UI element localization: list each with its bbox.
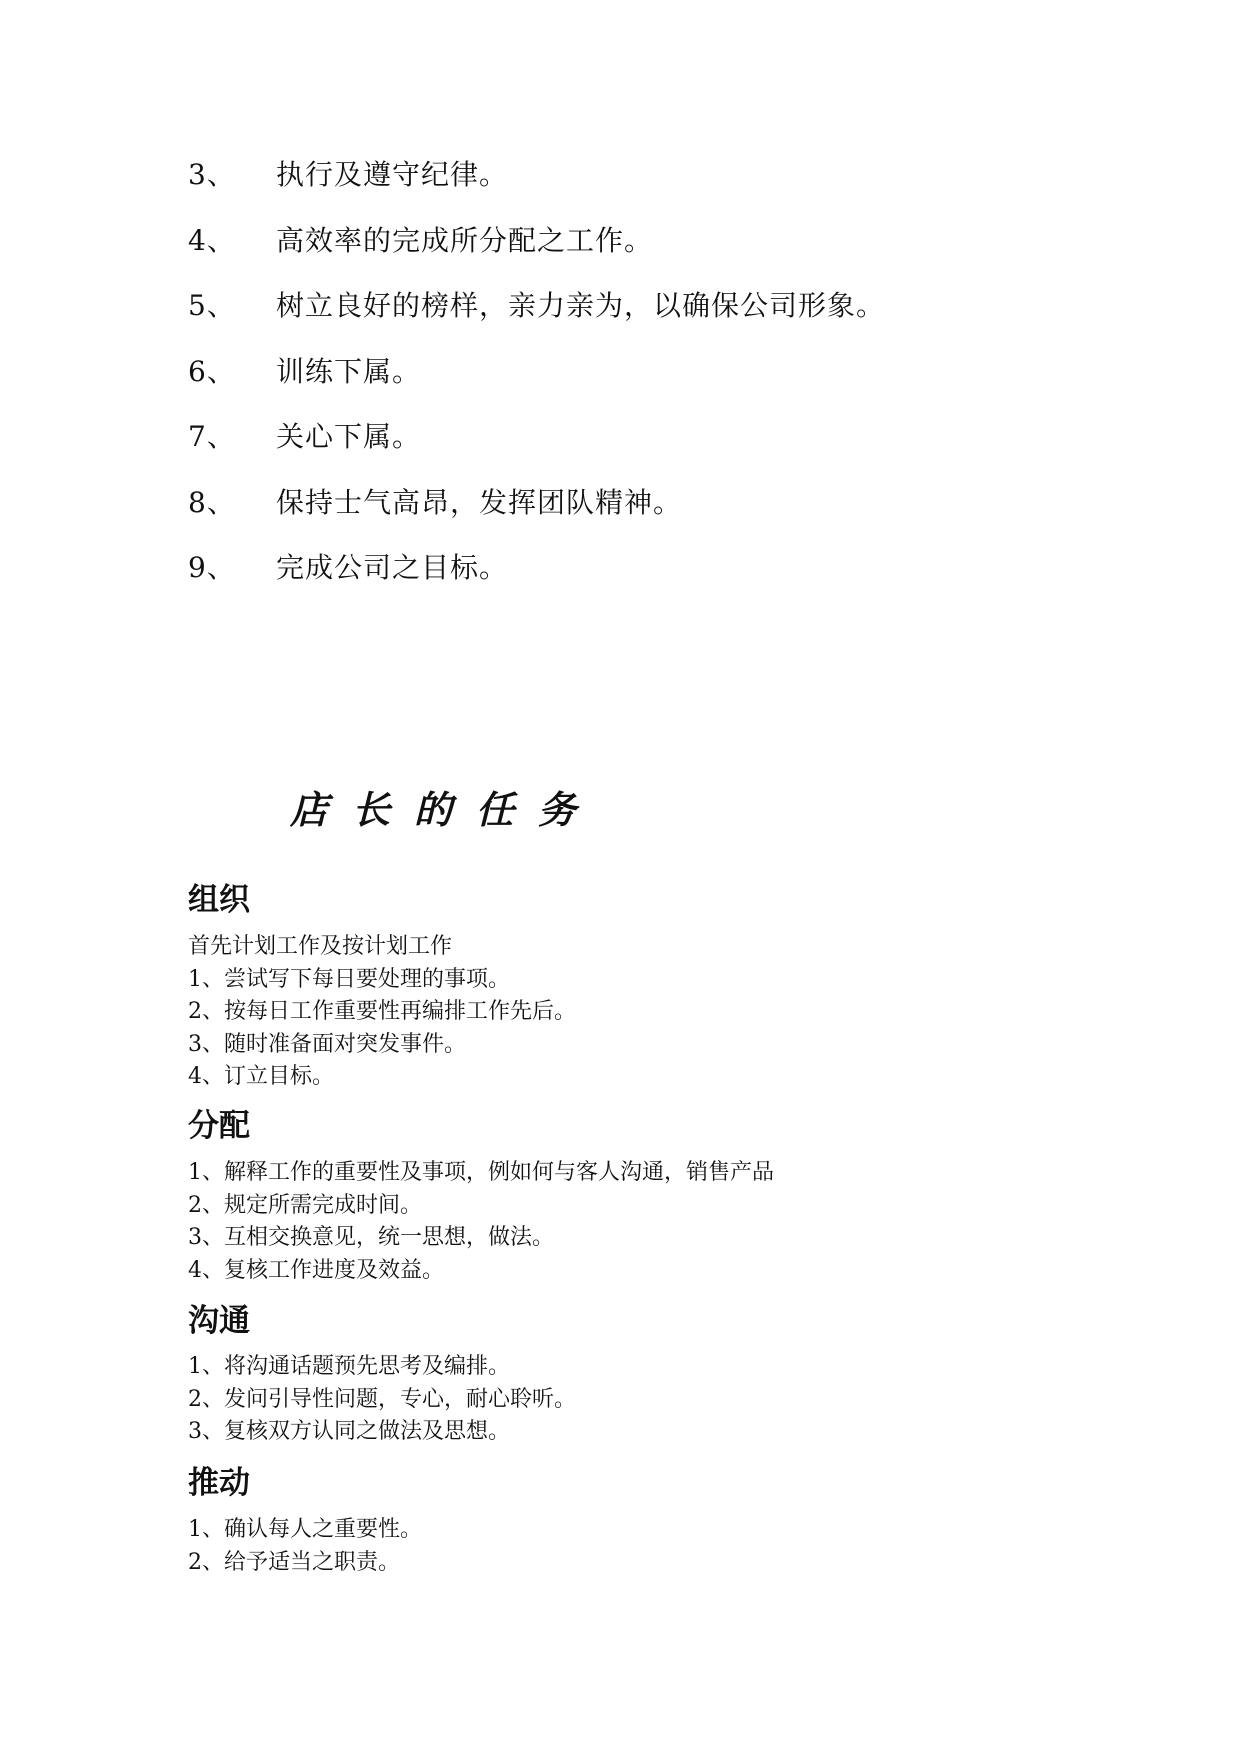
list-item — [188, 551, 885, 617]
section-line: 3、互相交换意见，统一思想，做法。 — [188, 1225, 554, 1250]
page-title: 店长的任务 — [290, 787, 601, 832]
list-item-number: 3、 — [188, 158, 236, 191]
list-item-text: 训练下属。 — [276, 354, 422, 388]
section-line: 2、规定所需完成时间。 — [188, 1192, 422, 1218]
list-item-text: 执行及遵守纪律。 — [276, 158, 509, 191]
section-heading-organize: 组织 — [188, 882, 250, 918]
section-heading-assign: 分配 — [188, 1108, 250, 1144]
section-drive-lines — [188, 1514, 422, 1579]
list-item — [188, 289, 885, 355]
section-line: 1、确认每人之重要性。 — [188, 1517, 422, 1542]
section-assign-lines — [188, 1157, 774, 1287]
section-line: 2、按每日工作重要性再编排工作先后。 — [188, 999, 576, 1024]
list-item-text: 树立良好的榜样，亲力亲为，以确保公司形象。 — [276, 289, 886, 322]
list-item-text: 保持士气高昂，发挥团队精神。 — [276, 485, 683, 519]
list-item — [188, 486, 885, 552]
section-heading-communicate: 沟通 — [188, 1303, 250, 1339]
list-item-number: 8、 — [188, 485, 236, 519]
duty-list — [188, 158, 885, 617]
section-line: 3、复核双方认同之做法及思想。 — [188, 1419, 510, 1444]
list-item-text: 高效率的完成所分配之工作。 — [276, 223, 654, 257]
section-line: 3、随时准备面对突发事件。 — [188, 1031, 466, 1057]
list-item-number: 4、 — [188, 223, 236, 257]
section-heading-drive: 推动 — [188, 1465, 250, 1501]
list-item — [188, 420, 885, 486]
section-line: 1、将沟通话题预先思考及编排。 — [188, 1354, 510, 1379]
section-line: 首先计划工作及按计划工作 — [188, 934, 453, 959]
list-item-number: 9、 — [188, 551, 236, 584]
section-line: 2、发问引导性问题，专心，耐心聆听。 — [188, 1386, 576, 1412]
section-line: 4、复核工作进度及效益。 — [188, 1257, 444, 1283]
list-item — [188, 158, 885, 224]
list-item-number: 7、 — [188, 420, 236, 453]
list-item — [188, 355, 885, 421]
section-line: 1、尝试写下每日要处理的事项。 — [188, 966, 510, 992]
list-item-number: 5、 — [188, 289, 236, 322]
list-item-text: 完成公司之目标。 — [276, 551, 509, 584]
section-line: 2、给予适当之职责。 — [188, 1549, 400, 1575]
section-communicate-lines — [188, 1351, 576, 1449]
list-item-number: 6、 — [188, 354, 236, 388]
list-item — [188, 224, 885, 290]
section-line: 1、解释工作的重要性及事项，例如何与客人沟通，销售产品 — [188, 1160, 774, 1185]
section-organize-lines — [188, 931, 576, 1094]
list-item-text: 关心下属。 — [276, 420, 422, 453]
section-line: 4、订立目标。 — [188, 1064, 334, 1089]
